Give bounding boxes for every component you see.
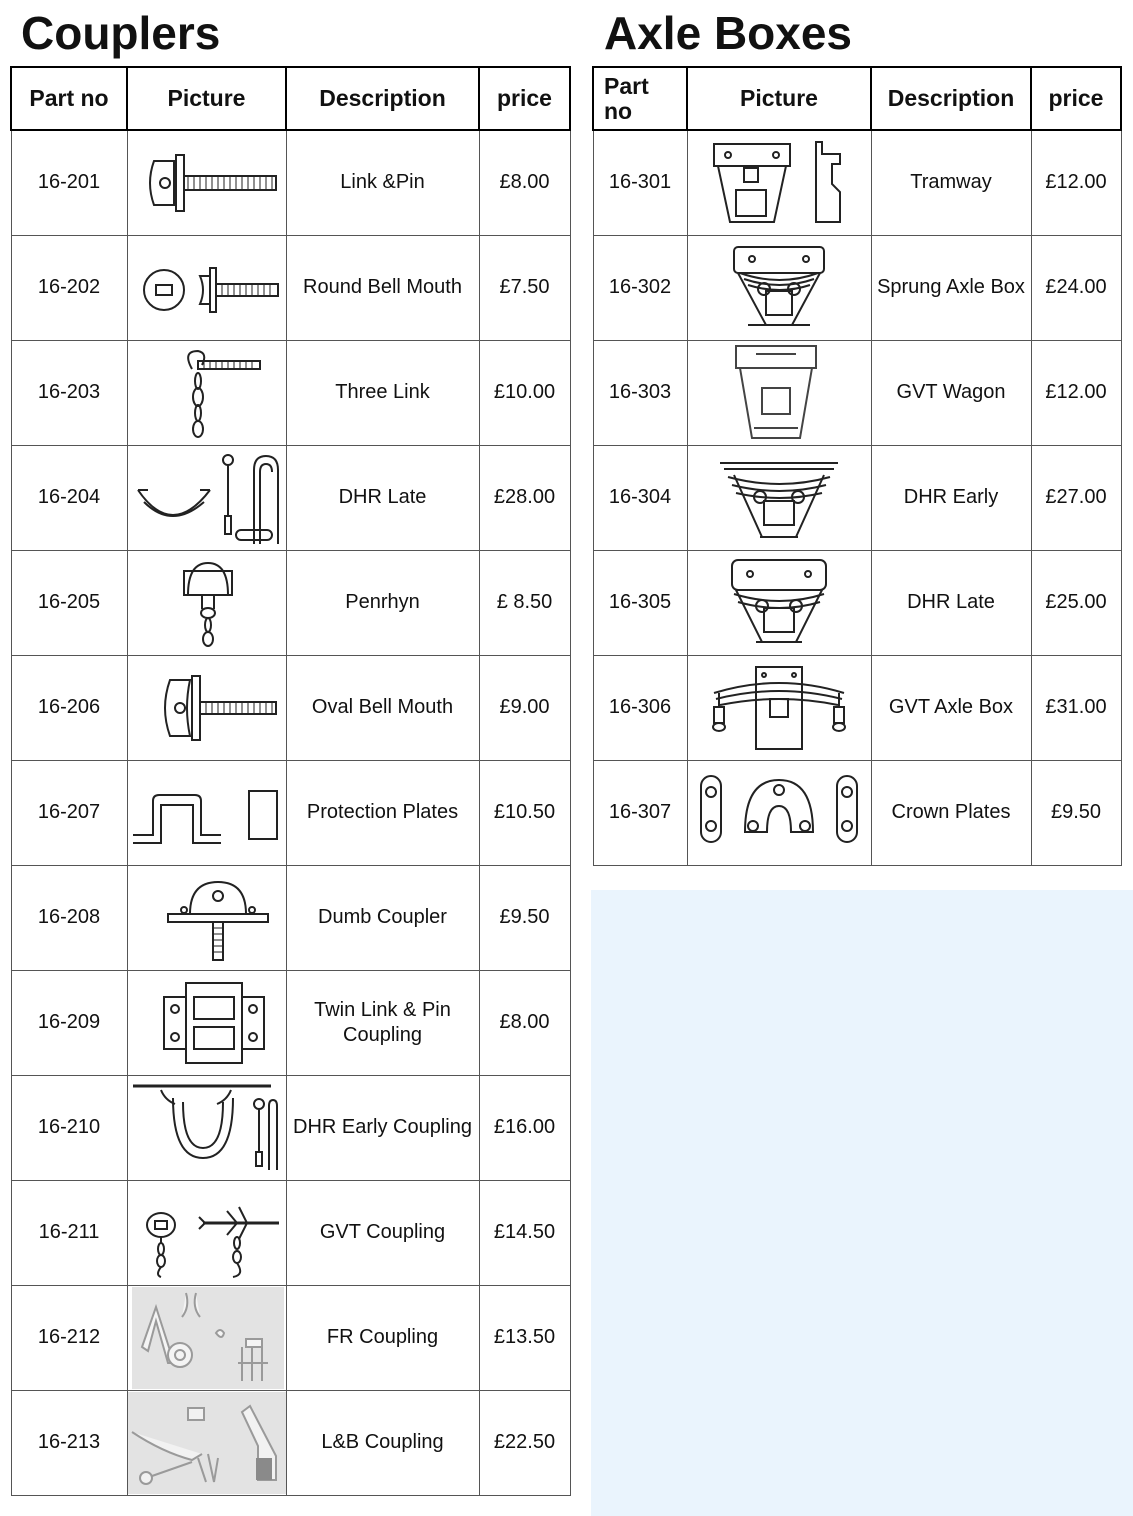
dumb-coupler-icon: [132, 870, 282, 966]
dhr-late-coupler-icon: [132, 450, 282, 546]
description: GVT Wagon: [871, 340, 1031, 445]
description: Oval Bell Mouth: [286, 655, 479, 760]
part-no: 16-204: [11, 445, 127, 550]
table-row: [11, 340, 570, 445]
price: £27.00: [1031, 445, 1121, 550]
description: Protection Plates: [286, 760, 479, 865]
header-price: price: [1031, 67, 1121, 130]
price: £28.00: [479, 445, 570, 550]
table-row: [593, 235, 1121, 340]
price: £12.00: [1031, 130, 1121, 235]
table-row: [11, 235, 570, 340]
part-no: 16-206: [11, 655, 127, 760]
axle-boxes-table: [592, 66, 1122, 866]
description: DHR Late: [286, 445, 479, 550]
table-row: [593, 130, 1121, 235]
price: £14.50: [479, 1180, 570, 1285]
header-part-no: [593, 67, 687, 130]
table-row: [11, 970, 570, 1075]
header-part-no: Part no: [11, 67, 127, 130]
description: GVT Coupling: [286, 1180, 479, 1285]
part-no: 16-305: [593, 550, 687, 655]
oval-bell-mouth-icon: [132, 668, 282, 748]
description: Penrhyn: [286, 550, 479, 655]
part-no: 16-209: [11, 970, 127, 1075]
table-row: [11, 865, 570, 970]
part-no: 16-207: [11, 760, 127, 865]
table-row: [11, 760, 570, 865]
table-row: [11, 1285, 570, 1390]
price: £8.00: [479, 970, 570, 1075]
description: Crown Plates: [871, 760, 1031, 865]
description: DHR Late: [871, 550, 1031, 655]
header-part-no-label: Part no: [604, 72, 649, 124]
header-row: [11, 67, 570, 130]
dhr-early-axle-box-icon: [704, 453, 854, 543]
header-row: [593, 67, 1121, 130]
table-row: [593, 445, 1121, 550]
price: £9.00: [479, 655, 570, 760]
description: Round Bell Mouth: [286, 235, 479, 340]
part-no: 16-203: [11, 340, 127, 445]
table-row: [11, 445, 570, 550]
header-price: price: [479, 67, 570, 130]
price: £10.00: [479, 340, 570, 445]
protection-plates-icon: [131, 773, 283, 853]
part-no: 16-211: [11, 1180, 127, 1285]
price: £7.50: [479, 235, 570, 340]
price: £16.00: [479, 1075, 570, 1180]
part-no: 16-202: [11, 235, 127, 340]
couplers-table: [10, 66, 571, 1496]
table-row: [11, 1390, 570, 1495]
price: £12.00: [1031, 340, 1121, 445]
price: £31.00: [1031, 655, 1121, 760]
description: Sprung Axle Box: [871, 235, 1031, 340]
crown-plates-icon: [691, 768, 867, 858]
part-no: 16-307: [593, 760, 687, 865]
table-row: [11, 550, 570, 655]
gvt-axle-box-icon: [694, 663, 864, 753]
price: £ 8.50: [479, 550, 570, 655]
couplers-title: Couplers: [21, 7, 221, 59]
description: Twin Link & Pin Coupling: [286, 970, 479, 1075]
part-no: 16-210: [11, 1075, 127, 1180]
description: L&B Coupling: [286, 1390, 479, 1495]
dhr-early-coupling-icon: [131, 1080, 283, 1176]
table-row: [593, 655, 1121, 760]
price: £8.00: [479, 130, 570, 235]
table-row: [11, 130, 570, 235]
fr-coupling-photo-icon: [130, 1287, 284, 1389]
description: GVT Axle Box: [871, 655, 1031, 760]
three-link-coupler-icon: [132, 345, 282, 441]
part-no: 16-301: [593, 130, 687, 235]
part-no: 16-303: [593, 340, 687, 445]
description: Tramway: [871, 130, 1031, 235]
description: Link &Pin: [286, 130, 479, 235]
part-no: 16-306: [593, 655, 687, 760]
price: £10.50: [479, 760, 570, 865]
description: DHR Early Coupling: [286, 1075, 479, 1180]
table-row: [593, 760, 1121, 865]
table-row: [11, 655, 570, 760]
header-picture: Picture: [127, 67, 286, 130]
part-no: 16-302: [593, 235, 687, 340]
description: Dumb Coupler: [286, 865, 479, 970]
part-no: 16-201: [11, 130, 127, 235]
table-row: [593, 340, 1121, 445]
part-no: 16-213: [11, 1390, 127, 1495]
lb-coupling-photo-icon: [128, 1392, 286, 1494]
table-row: [11, 1075, 570, 1180]
dhr-late-axle-box-icon: [704, 558, 854, 648]
penrhyn-coupler-icon: [132, 555, 282, 651]
axle-boxes-title: Axle Boxes: [604, 7, 853, 59]
sprung-axle-box-icon: [704, 243, 854, 333]
link-and-pin-coupler-icon: [132, 143, 282, 223]
gvt-wagon-axle-box-icon: [704, 344, 854, 442]
header-description: Description: [871, 67, 1031, 130]
part-no: 16-208: [11, 865, 127, 970]
table-row: [11, 1180, 570, 1285]
description: Three Link: [286, 340, 479, 445]
empty-panel: [591, 890, 1133, 1516]
table-row: [593, 550, 1121, 655]
tramway-axle-box-icon: [704, 138, 854, 228]
price: £9.50: [479, 865, 570, 970]
twin-link-pin-icon: [132, 975, 282, 1071]
header-picture: Picture: [687, 67, 871, 130]
round-bell-mouth-icon: [132, 248, 282, 328]
part-no: 16-205: [11, 550, 127, 655]
part-no: 16-304: [593, 445, 687, 550]
price: £22.50: [479, 1390, 570, 1495]
description: FR Coupling: [286, 1285, 479, 1390]
price: £13.50: [479, 1285, 570, 1390]
price: £24.00: [1031, 235, 1121, 340]
description: DHR Early: [871, 445, 1031, 550]
part-no: 16-212: [11, 1285, 127, 1390]
price: £25.00: [1031, 550, 1121, 655]
price: £9.50: [1031, 760, 1121, 865]
gvt-coupling-icon: [131, 1185, 283, 1281]
header-description: Description: [286, 67, 479, 130]
